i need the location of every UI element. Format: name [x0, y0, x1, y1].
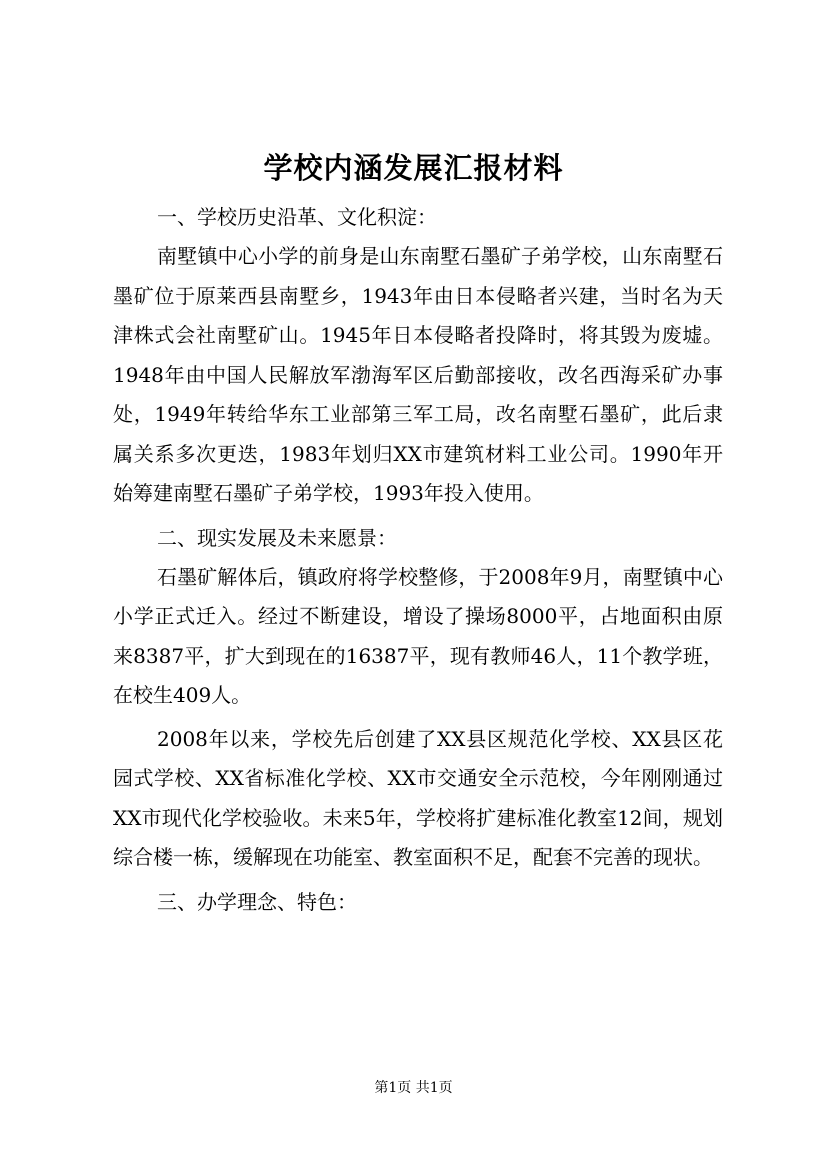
paragraph: 2008年以来，学校先后创建了XX县区规范化学校、XX县区花园式学校、XX省标准化学校、XX市交通安全示范校，今年刚刚通过XX市现代化学校验收。未来5年，学校将扩建标准化教室12间，规划综合楼一栋，缓解现在功能室、教室面积不足，配套不完善的现状。 — [113, 726, 723, 869]
document-title: 学校内涵发展汇报材料 — [263, 151, 564, 185]
paragraph: 南墅镇中心小学的前身是山东南墅石墨矿子弟学校，山东南墅石墨矿位于原莱西县南墅乡，1943年由日本侵略者兴建，当时名为天津株式会社南墅矿山。1945年日本侵略者投降时，将其毁为废墟。1948年由中国人民解放军渤海军区后勤部接收，改名西海采矿办事处，1949年转给华东工业部第三军工局，改名南墅石墨矿，此后隶属关系多次更迭，1983年划归XX市建筑材料工业公司。1990年开始筹建南墅石墨矿子弟学校，1993年投入使用。 — [113, 244, 723, 505]
section-heading: 三、办学理念、特色： — [157, 889, 357, 914]
section-development — [113, 518, 723, 878]
page-footer: 第1页 共1页 — [374, 1080, 453, 1096]
document-body — [113, 197, 723, 922]
section-heading: 二、现实发展及未来愿景： — [157, 525, 397, 550]
section-philosophy — [113, 882, 723, 922]
section-heading: 一、学校历史沿革、文化积淀： — [157, 205, 437, 229]
paragraph: 石墨矿解体后，镇政府将学校整修，于2008年9月，南墅镇中心小学正式迁入。经过不断建设，增设了操场8000平，占地面积由原来8387平，扩大到现在的16387平，现有教师46人，11个教学班，在校生409人。 — [113, 564, 723, 707]
section-history — [113, 197, 723, 514]
